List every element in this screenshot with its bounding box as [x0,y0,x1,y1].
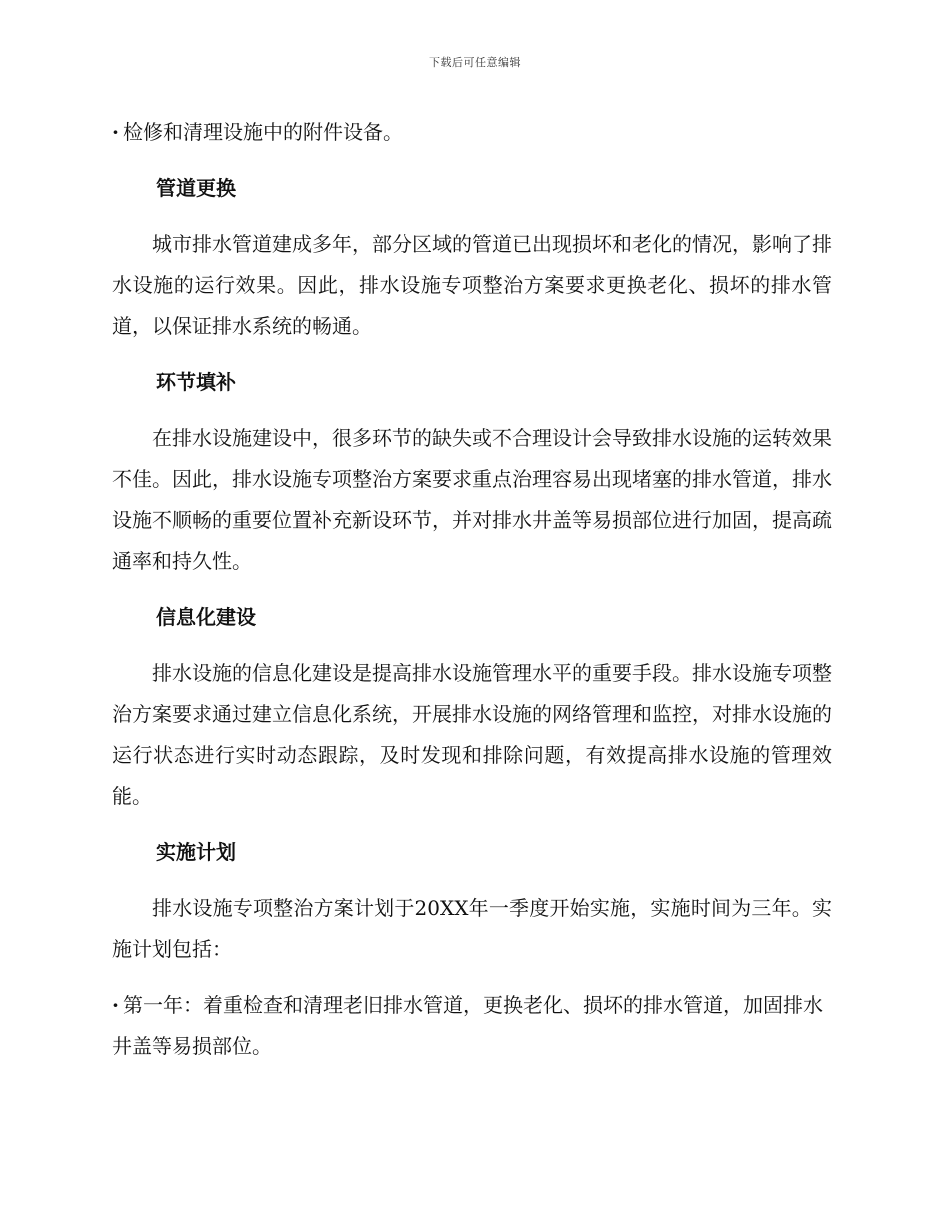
document-body [112,112,832,1082]
section-heading: 信息化建设 [156,605,256,629]
paragraph: 城市排水管道建成多年，部分区域的管道已出现损坏和老化的情况，影响了排水设施的运行效果。因此，排水设施专项整治方案要求更换老化、损坏的排水管道，以保证排水系统的畅通。 [112,232,832,338]
bullet-text: 检修和清理设施中的附件设备。 [122,120,403,144]
bullet-dot: · [112,993,119,1017]
bullet-item [112,985,832,1067]
section-heading: 环节填补 [156,370,236,394]
bullet-dot: · [112,120,119,144]
bullet-item [112,112,832,153]
section-heading: 实施计划 [156,840,236,864]
page-header: 下载后可任意编辑 [429,56,521,69]
paragraph: 在排水设施建设中，很多环节的缺失或不合理设计会导致排水设施的运转效果不佳。因此，排水设施专项整治方案要求重点治理容易出现堵塞的排水管道，排水设施不顺畅的重要位置补充新设环节，并对排水井盖等易损部位进行加固，提高疏通率和持久性。 [112,426,832,573]
bullet-text: 第一年：着重检查和清理老旧排水管道，更换老化、损坏的排水管道，加固排水井盖等易损部位。 [112,993,823,1058]
section-heading: 管道更换 [156,176,236,200]
paragraph: 排水设施的信息化建设是提高排水设施管理水平的重要手段。排水设施专项整治方案要求通过建立信息化系统，开展排水设施的网络管理和监控，对排水设施的运行状态进行实时动态跟踪，及时发现和排除问题，有效提高排水设施的管理效能。 [112,661,832,808]
paragraph: 排水设施专项整治方案计划于20XX年一季度开始实施，实施时间为三年。实施计划包括： [112,896,832,961]
